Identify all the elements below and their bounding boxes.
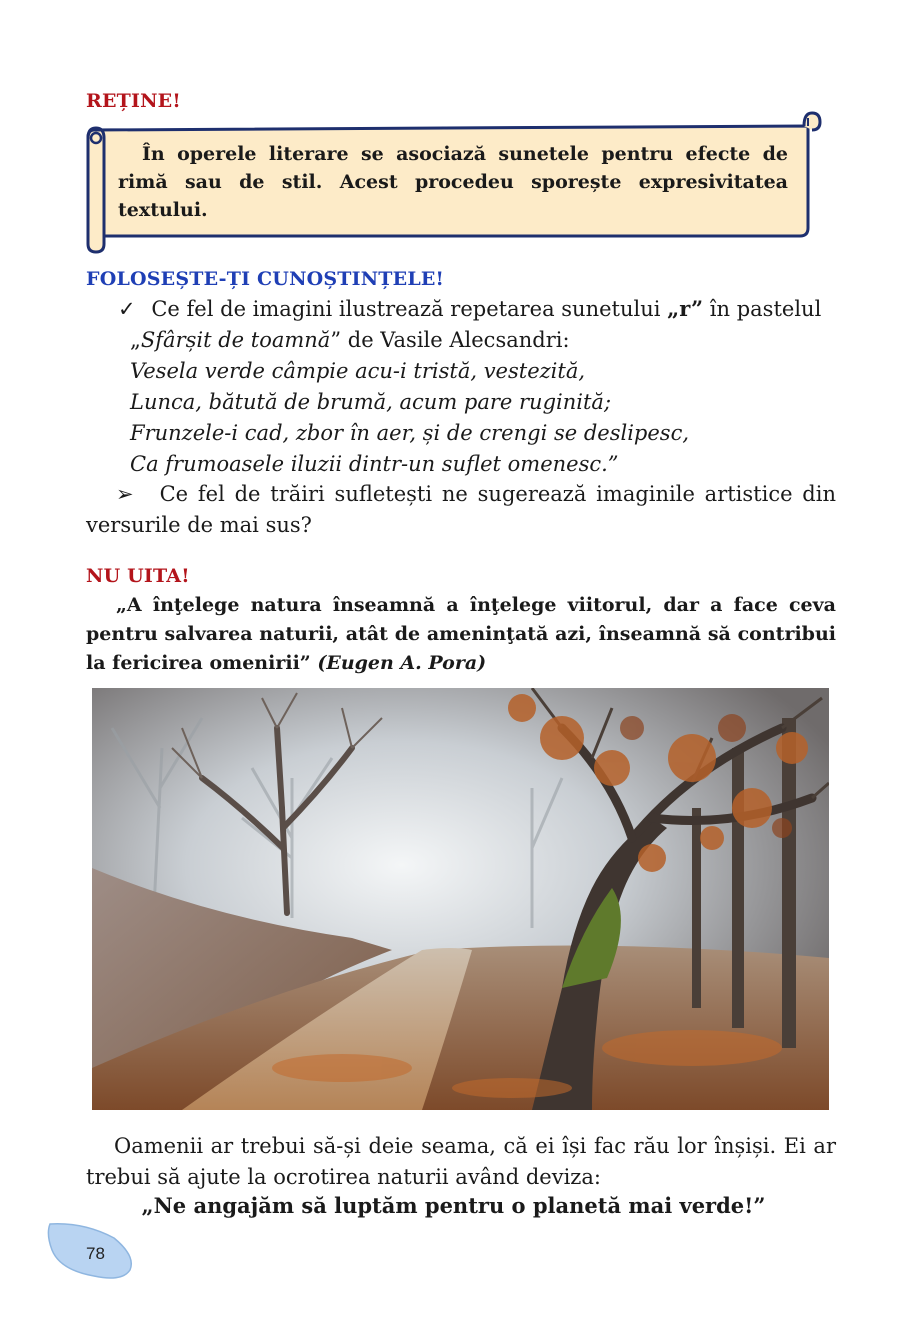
question-2 bbox=[86, 479, 836, 541]
quote-text: „A înţelege natura înseamnă a înţelege viitorul, dar a face ceva pentru salvarea naturii, atât de ameninţată azi, înseamnă să contribui la fericirea omenirii” bbox=[86, 594, 836, 674]
question-1-text-end: în pastelul bbox=[703, 297, 822, 321]
question-1-line-1 bbox=[118, 294, 821, 324]
verse-line: Ca frumoasele iluzii dintr-un suflet omenesc.” bbox=[130, 452, 619, 476]
page-number: 78 bbox=[86, 1244, 105, 1263]
poem-author: de Vasile Alecsandri: bbox=[341, 328, 570, 352]
title-close-quote: ” bbox=[330, 328, 342, 352]
question-2-text: Ce fel de trăiri sufletești ne sugerează imaginile artistice din versurile de mai sus? bbox=[86, 482, 836, 537]
poem-title: Sfârșit de toamnă bbox=[140, 328, 331, 352]
question-1-line-2 bbox=[130, 325, 570, 355]
title-open-quote: „ bbox=[130, 328, 141, 352]
motto: „Ne angajăm să luptăm pentru o planetă mai verde!” bbox=[141, 1193, 766, 1218]
quote-author: (Eugen A. Pora) bbox=[317, 652, 487, 674]
closing-paragraph: Oamenii ar trebui să-și deie seama, că ei își fac rău lor înșiși. Ei ar trebui să ajute la ocrotirea naturii având deviza: bbox=[86, 1134, 836, 1189]
nature-quote bbox=[86, 591, 836, 678]
verse-line: Frunzele-i cad, zbor în aer, și de crengi se deslipesc, bbox=[130, 421, 690, 445]
retine-text: În operele literare se asociază sunetele pentru efecte de rimă sau de stil. Acest procedeu sporește expresivitatea textului. bbox=[118, 143, 788, 221]
nu-uita-heading: NU UITA! bbox=[86, 565, 190, 587]
question-1-text: Ce fel de imagini ilustrează repetarea sunetului bbox=[151, 297, 668, 321]
question-1-sound: „r” bbox=[667, 296, 704, 321]
autumn-forest-photo bbox=[92, 688, 829, 1110]
verse-line: Vesela verde câmpie acu-i tristă, vestezită, bbox=[130, 359, 586, 383]
retine-heading: REȚINE! bbox=[86, 90, 181, 112]
foloseste-heading: FOLOSEȘTE-ȚI CUNOȘTINȚELE! bbox=[86, 268, 445, 290]
verse-line: Lunca, bătută de brumă, acum pare ruginită; bbox=[130, 390, 612, 414]
checkmark-icon: ✓ bbox=[118, 297, 136, 321]
arrow-bullet-icon: ➢ bbox=[116, 482, 134, 506]
